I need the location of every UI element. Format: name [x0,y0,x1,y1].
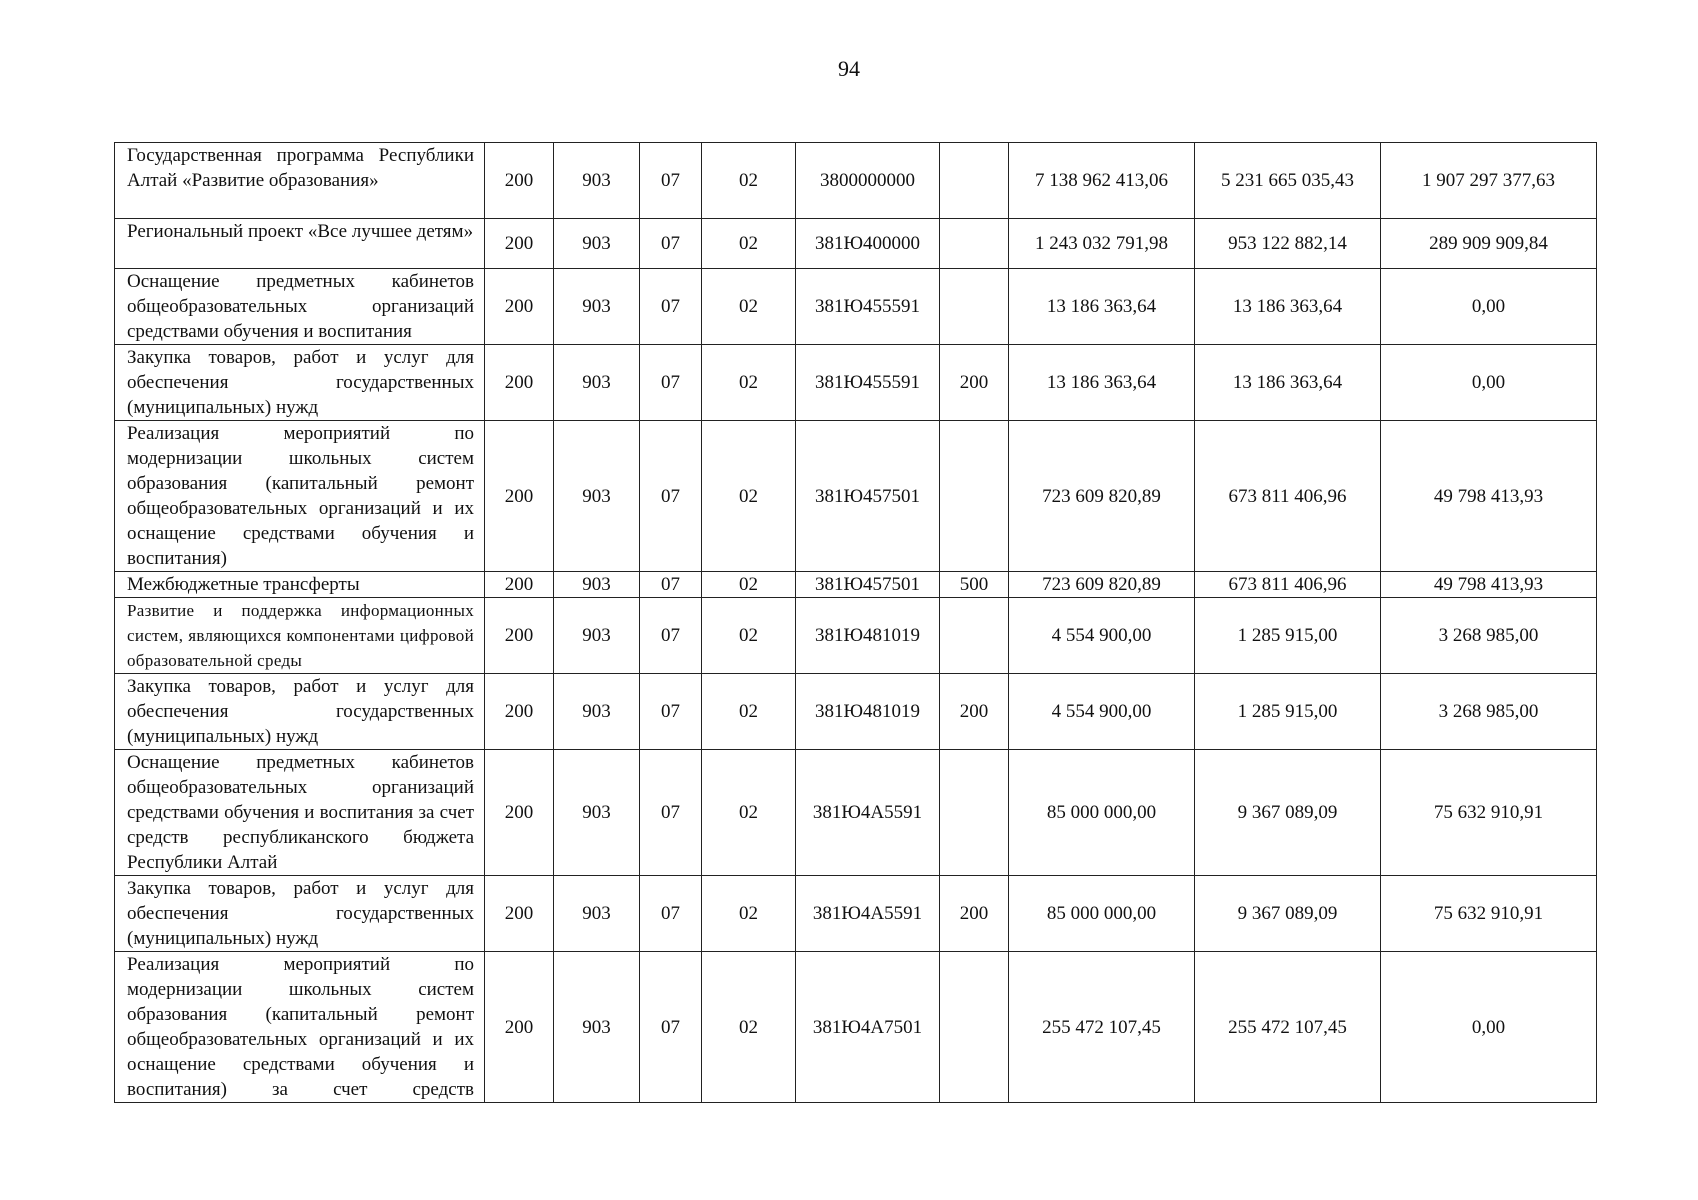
cell-c4: 02 [702,219,796,269]
cell-c1: 200 [485,572,554,598]
cell-v1: 7 138 962 413,06 [1009,143,1195,219]
budget-table [114,142,1597,1103]
table-row [115,219,1597,269]
cell-vr: 200 [940,674,1009,750]
cell-v3: 0,00 [1381,952,1597,1103]
cell-v1: 4 554 900,00 [1009,598,1195,674]
cell-c4: 02 [702,572,796,598]
cell-c4: 02 [702,421,796,572]
cell-c4: 02 [702,674,796,750]
row-name: Закупка товаров, работ и услуг для обеспечения государственных (муниципальных) нужд [115,345,485,421]
cell-c2: 903 [554,143,640,219]
cell-v3: 0,00 [1381,269,1597,345]
cell-v2: 673 811 406,96 [1195,572,1381,598]
cell-c3: 07 [640,345,702,421]
row-name: Реализация мероприятий по модернизации школьных систем образования (капитальный ремонт общеобразовательных организаций и их оснащение средствами обучения и воспитания) за счет средств [115,952,485,1103]
table-row [115,674,1597,750]
cell-v2: 255 472 107,45 [1195,952,1381,1103]
cell-c2: 903 [554,598,640,674]
cell-code: 381Ю455591 [796,345,940,421]
cell-code: 381Ю457501 [796,572,940,598]
cell-v2: 1 285 915,00 [1195,674,1381,750]
cell-c3: 07 [640,143,702,219]
cell-v1: 723 609 820,89 [1009,421,1195,572]
cell-vr [940,143,1009,219]
cell-c2: 903 [554,750,640,876]
cell-c1: 200 [485,952,554,1103]
cell-v3: 75 632 910,91 [1381,750,1597,876]
cell-v3: 3 268 985,00 [1381,598,1597,674]
cell-vr [940,269,1009,345]
cell-c2: 903 [554,345,640,421]
cell-c3: 07 [640,421,702,572]
row-name: Развитие и поддержка информационных систем, являющихся компонентами цифровой образовательной среды [115,598,485,674]
cell-v1: 723 609 820,89 [1009,572,1195,598]
cell-vr: 200 [940,345,1009,421]
cell-c1: 200 [485,269,554,345]
cell-c1: 200 [485,750,554,876]
row-name: Региональный проект «Все лучшее детям» [115,219,485,269]
cell-c1: 200 [485,876,554,952]
row-name: Оснащение предметных кабинетов общеобразовательных организаций средствами обучения и воспитания [115,269,485,345]
cell-v3: 3 268 985,00 [1381,674,1597,750]
cell-c2: 903 [554,269,640,345]
row-name: Реализация мероприятий по модернизации школьных систем образования (капитальный ремонт общеобразовательных организаций и их оснащение средствами обучения и воспитания) [115,421,485,572]
cell-v2: 9 367 089,09 [1195,750,1381,876]
cell-vr [940,421,1009,572]
cell-v2: 953 122 882,14 [1195,219,1381,269]
cell-c3: 07 [640,876,702,952]
cell-v2: 1 285 915,00 [1195,598,1381,674]
cell-v3: 0,00 [1381,345,1597,421]
cell-vr [940,750,1009,876]
cell-v3: 75 632 910,91 [1381,876,1597,952]
cell-c4: 02 [702,876,796,952]
cell-v1: 255 472 107,45 [1009,952,1195,1103]
table-row [115,952,1597,1103]
cell-c4: 02 [702,143,796,219]
table-row [115,750,1597,876]
cell-code: 381Ю4А7501 [796,952,940,1103]
table-row [115,269,1597,345]
cell-code: 381Ю481019 [796,598,940,674]
cell-v1: 85 000 000,00 [1009,750,1195,876]
cell-v2: 673 811 406,96 [1195,421,1381,572]
cell-v1: 1 243 032 791,98 [1009,219,1195,269]
cell-code: 3800000000 [796,143,940,219]
cell-code: 381Ю457501 [796,421,940,572]
cell-c1: 200 [485,598,554,674]
cell-c1: 200 [485,674,554,750]
cell-v3: 289 909 909,84 [1381,219,1597,269]
cell-v2: 9 367 089,09 [1195,876,1381,952]
row-name: Государственная программа Республики Алтай «Развитие образования» [115,143,485,219]
row-name: Закупка товаров, работ и услуг для обеспечения государственных (муниципальных) нужд [115,876,485,952]
cell-c2: 903 [554,876,640,952]
cell-c3: 07 [640,674,702,750]
cell-v2: 13 186 363,64 [1195,345,1381,421]
cell-c3: 07 [640,750,702,876]
cell-c2: 903 [554,572,640,598]
cell-c3: 07 [640,572,702,598]
cell-v1: 13 186 363,64 [1009,345,1195,421]
cell-v3: 1 907 297 377,63 [1381,143,1597,219]
cell-vr [940,219,1009,269]
cell-c1: 200 [485,219,554,269]
cell-code: 381Ю481019 [796,674,940,750]
cell-c4: 02 [702,750,796,876]
cell-v2: 5 231 665 035,43 [1195,143,1381,219]
cell-code: 381Ю4А5591 [796,750,940,876]
row-name: Закупка товаров, работ и услуг для обеспечения государственных (муниципальных) нужд [115,674,485,750]
cell-vr [940,952,1009,1103]
cell-c4: 02 [702,269,796,345]
cell-c1: 200 [485,143,554,219]
cell-c2: 903 [554,674,640,750]
table-row [115,572,1597,598]
cell-c3: 07 [640,598,702,674]
table-row [115,876,1597,952]
cell-c2: 903 [554,952,640,1103]
cell-c2: 903 [554,219,640,269]
table-row [115,598,1597,674]
cell-v1: 13 186 363,64 [1009,269,1195,345]
cell-vr: 500 [940,572,1009,598]
cell-code: 381Ю400000 [796,219,940,269]
cell-c4: 02 [702,598,796,674]
cell-vr [940,598,1009,674]
table-row [115,421,1597,572]
cell-v3: 49 798 413,93 [1381,572,1597,598]
cell-code: 381Ю4А5591 [796,876,940,952]
cell-c3: 07 [640,952,702,1103]
cell-c2: 903 [554,421,640,572]
table-row [115,143,1597,219]
cell-c4: 02 [702,345,796,421]
cell-c1: 200 [485,345,554,421]
cell-v1: 85 000 000,00 [1009,876,1195,952]
page-number: 94 [838,56,860,81]
cell-c3: 07 [640,219,702,269]
cell-c4: 02 [702,952,796,1103]
cell-v1: 4 554 900,00 [1009,674,1195,750]
cell-code: 381Ю455591 [796,269,940,345]
cell-c1: 200 [485,421,554,572]
cell-vr: 200 [940,876,1009,952]
cell-v3: 49 798 413,93 [1381,421,1597,572]
row-name: Оснащение предметных кабинетов общеобразовательных организаций средствами обучения и воспитания за счет средств республиканского бюджета Республики Алтай [115,750,485,876]
cell-c3: 07 [640,269,702,345]
cell-v2: 13 186 363,64 [1195,269,1381,345]
table-row [115,345,1597,421]
row-name: Межбюджетные трансферты [115,572,485,598]
